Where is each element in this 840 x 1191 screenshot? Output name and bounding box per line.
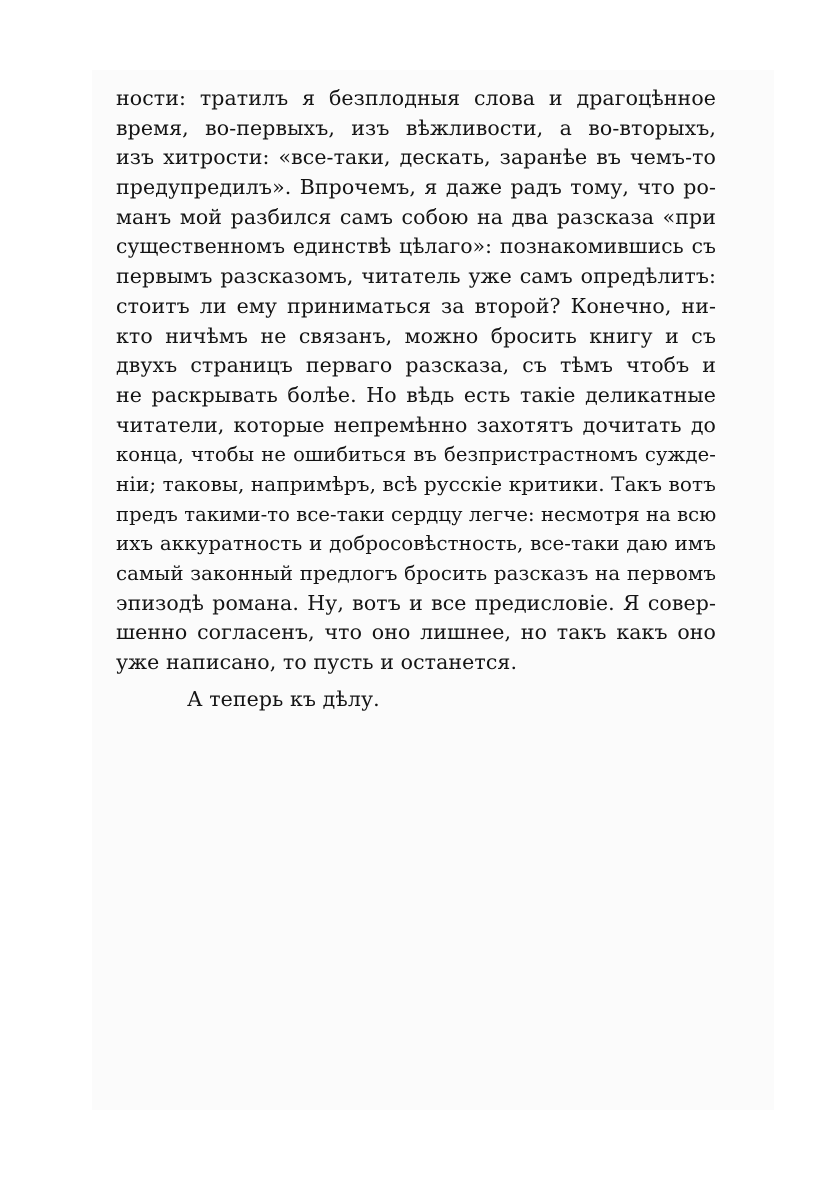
text-line: эпизодѣ романа. Ну, вотъ и все предисловіе. Я совер- [116, 590, 716, 615]
text-line-last: уже написано, то пусть и останется. [116, 650, 518, 675]
text-line: ности: тратилъ я безплодныя слова и драгоцѣнное [116, 86, 716, 110]
text-line: не раскрывать болѣе. Но вѣдь есть такіе деликатные [116, 382, 716, 407]
text-line: кто ничѣмъ не связанъ, можно бросить книгу и съ [116, 323, 716, 348]
text-line: манъ мой разбился самъ собою на два разсказа «при [116, 204, 716, 229]
text-line: время, во-первыхъ, изъ вѣжливости, а во-вторыхъ, [116, 115, 716, 140]
text-line: конца, чтобы не ошибиться въ безпристрастномъ сужде- [116, 443, 716, 467]
text-line: ихъ аккуратность и добросовѣстность, все-таки даю имъ [116, 532, 716, 556]
text-line: самый законный предлогъ бросить разсказъ на первомъ [116, 562, 716, 585]
text-line: двухъ страницъ перваго разсказа, съ тѣмъ чтобъ и [116, 353, 716, 378]
text-line: предупредилъ». Впрочемъ, я даже радъ тому, что ро- [116, 175, 716, 200]
text-line: стоитъ ли ему приниматься за второй? Конечно, ни- [116, 293, 716, 318]
text-line: изъ хитрости: «все-таки, дескать, заранѣе въ чемъ-то [116, 145, 716, 170]
closing-line: А теперь къ дѣлу. [187, 686, 380, 711]
text-line: шенно согласенъ, что оно лишнее, но такъ какъ оно [116, 620, 716, 645]
text-block [116, 84, 716, 714]
text-line: первымъ разсказомъ, читатель уже самъ опредѣлитъ: [116, 264, 716, 289]
text-line: читатели, которые непремѣнно захотятъ дочитать до [116, 412, 716, 437]
text-line: существенномъ единствѣ цѣлаго»: познакомившись съ [116, 234, 716, 259]
text-line: ніи; таковы, напримѣръ, всѣ русскіе критики. Такъ вотъ [116, 471, 716, 496]
text-line: предъ такими-то все-таки сердцу легче: несмотря на всю [116, 502, 717, 526]
